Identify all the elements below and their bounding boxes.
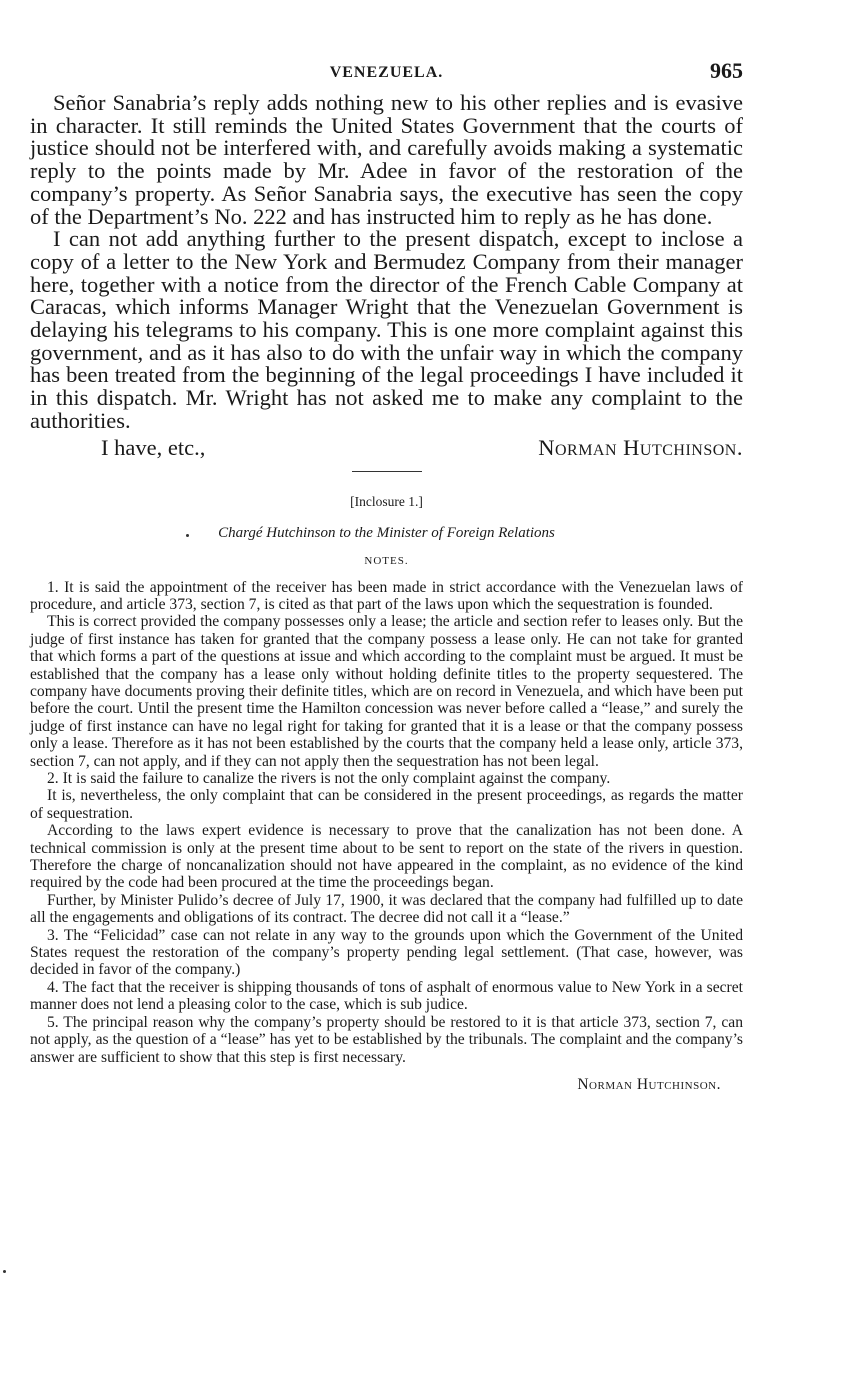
notes-heading: NOTES.: [364, 554, 409, 567]
note-paragraph: Further, by Minister Pulido’s decree of July 17, 1900, it was declared that the company had fulfilled up to date all the engagements and obligations of its contract. The decree did not call it a “lease.”: [30, 891, 743, 927]
inclosure-title: Chargé Hutchinson to the Minister of Foreign Relations: [218, 524, 555, 541]
closing-salutation: I have, etc.,: [101, 434, 206, 460]
body-paragraph: Señor Sanabria’s reply adds nothing new to his other replies and is evasive in character. It still reminds the United States Government that the courts of justice should not be interfered with, and carefully avoids making a systematic reply to the points made by Mr. Adee in favor of the restoration of the company’s property. As Señor Sanabria says, the executive has seen the copy of the Department’s No. 222 and has instructed him to reply as he has done.: [30, 90, 743, 229]
note-paragraph: 2. It is said the failure to canalize the rivers is not the only complaint against the company.: [47, 770, 611, 788]
notes-section: [30, 579, 743, 1066]
note-paragraph: According to the laws expert evidence is necessary to prove that the canalization has not been done. A technical commission is only at the present time about to be sent to report on the state of the rivers in question. Therefore the charge of noncanalization should not have appeared in the complaint, as no evidence of the kind required by the code had been procured at the time the proceedings began.: [30, 822, 743, 892]
print-speck: [186, 534, 189, 537]
note-paragraph: 1. It is said the appointment of the receiver has been made in strict accordance with the Venezuelan laws of procedure, and article 373, section 7, is cited as that part of the laws upon which the sequestration is founded.: [30, 578, 743, 613]
running-head: VENEZUELA.: [329, 64, 444, 81]
page-number: 965: [710, 58, 743, 83]
body-paragraph: I can not add anything further to the present dispatch, except to inclose a copy of a letter to the New York and Bermudez Company from their manager here, together with a notice from the director of the French Cable Company at Caracas, which informs Manager Wright that the Venezuelan Government is delaying his telegrams to his company. This is one more complaint against this government, and as it has also to do with the unfair way in which the company has been treated from the beginning of the legal proceedings I have included it in this dispatch. Mr. Wright has not asked me to make any complaint to the authorities.: [30, 226, 743, 433]
note-paragraph: 3. The “Felicidad” case can not relate in any way to the grounds upon which the Government of the United States request the restoration of the company’s property pending legal settlement. (That case, however, was decided in favor of the company.): [30, 926, 743, 979]
note-paragraph: This is correct provided the company possesses only a lease; the article and section refer to leases only. But the judge of first instance has taken for granted that the company possess a lease only. He can not take for granted that which forms a part of the questions at issue and which according to the complaint must be argued. It must be established that the company has a lease only without holding definite titles to the property sequestered. The company have documents proving their definite titles, which are on record in Venezuela, and which have been put before the court. Until the present time the Hamilton concession was never before called a “lease,” and surely the judge of first instance can have no legal right for taking for granted that it is a lease or that the company possess only a lease. Therefore as it has not been established by the courts that the company held a lease only, article 373, section 7, can not apply, and if they can not apply then the sequestration has not been legal.: [30, 613, 743, 770]
print-speck: [3, 1270, 6, 1273]
inclosure-label: [Inclosure 1.]: [350, 493, 423, 509]
closing-signature: Norman Hutchinson.: [538, 434, 743, 460]
section-divider: [352, 471, 422, 472]
document-page: [30, 58, 743, 1094]
note-paragraph: 4. The fact that the receiver is shipping thousands of tons of asphalt of enormous value to New York in a secret manner does not lend a pleasing color to the case, which is sub judice.: [30, 978, 743, 1014]
letter-closing: [30, 435, 743, 461]
page-header: [30, 58, 743, 92]
note-paragraph: It is, nevertheless, the only complaint that can be considered in the present proceedings, as regards the matter of sequestration.: [30, 787, 743, 822]
note-paragraph: 5. The principal reason why the company’s property should be restored to it is that article 373, section 7, can not apply, as the question of a “lease” has yet to be established by the tribunals. The complaint and the company’s answer are sufficient to show that this step is first necessary.: [30, 1013, 743, 1066]
notes-signature: Norman Hutchinson.: [577, 1075, 721, 1093]
